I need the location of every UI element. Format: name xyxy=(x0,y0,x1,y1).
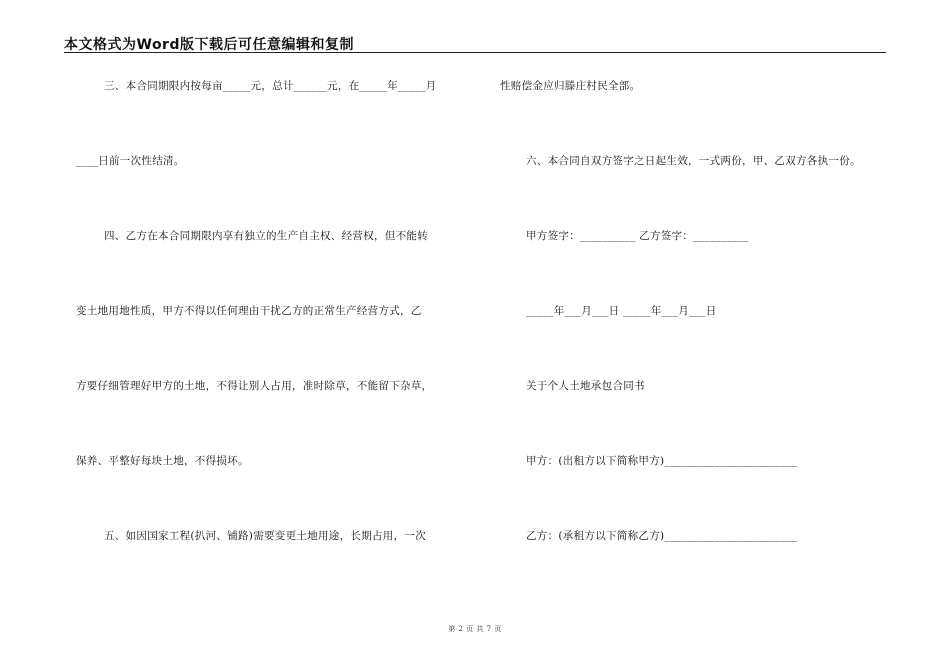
left-line-4: 变土地用地性质，甲方不得以任何理由干扰乙方的正常生产经营方式，乙 xyxy=(76,305,422,317)
left-line-1: 三、本合同期限内按每亩_____元，总计______元，在_____年_____月 xyxy=(104,80,437,92)
right-line-2: 六、本合同自双方签字之日起生效，一式两份，甲、乙双方各执一份。 xyxy=(526,155,861,167)
left-line-7: 五、如因国家工程(扒河、铺路)需要变更土地用途，长期占用，一次 xyxy=(104,530,426,542)
document-header-title: 本文格式为Word版下载后可任意编辑和复制 xyxy=(64,37,354,53)
page-number-footer: 第 2 页 共 7 页 xyxy=(448,625,502,633)
right-line-6: 甲方：(出租方以下简称甲方)________________________ xyxy=(526,455,798,467)
left-line-2: ____日前一次性结清。 xyxy=(76,155,185,167)
header-divider xyxy=(64,52,886,53)
right-line-3: 甲方签字：__________ 乙方签字：__________ xyxy=(526,230,749,242)
right-line-4: _____年___月___日 _____年___月___日 xyxy=(526,305,717,317)
right-line-5: 关于个人土地承包合同书 xyxy=(526,380,645,392)
left-line-6: 保养、平整好每块土地，不得损坏。 xyxy=(76,455,249,467)
right-line-7: 乙方：(承租方以下简称乙方)________________________ xyxy=(526,530,798,542)
left-line-3: 四、乙方在本合同期限内享有独立的生产自主权、经营权，但不能转 xyxy=(104,230,428,242)
left-line-5: 方要仔细管理好甲方的土地，不得让别人占用，准时除草，不能留下杂草， xyxy=(76,380,433,392)
right-line-1: 性赔偿金应归滕庄村民全部。 xyxy=(500,80,641,92)
